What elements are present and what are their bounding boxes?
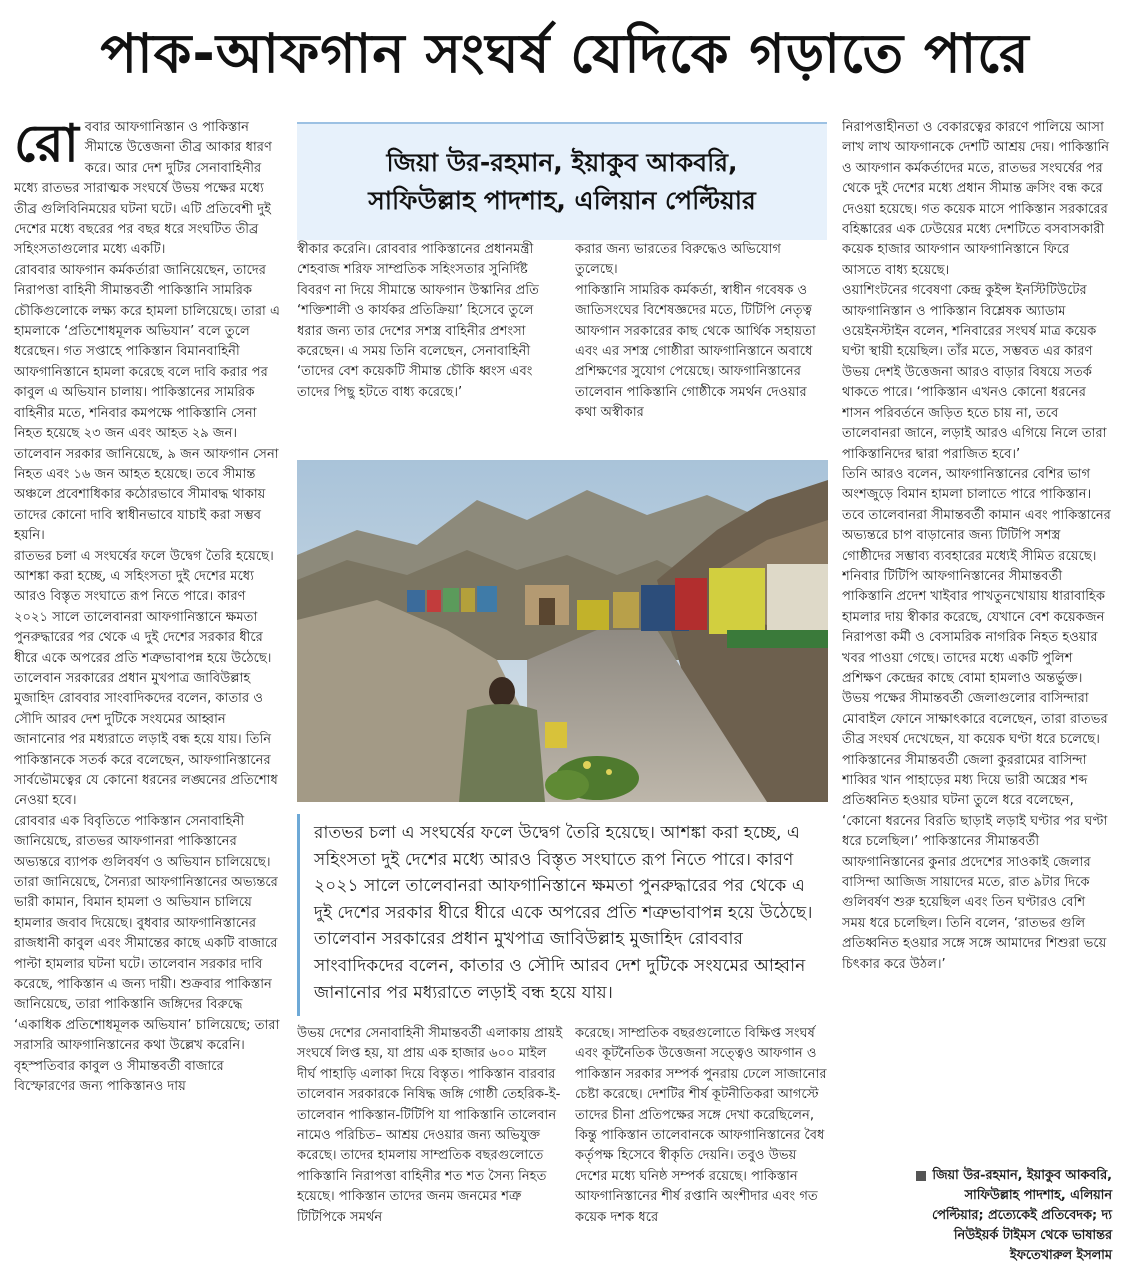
credit-line-2: সাফিউল্লাহ পাদশাহ, এলিয়ান <box>964 1188 1112 1203</box>
photo-illustration <box>297 460 828 802</box>
article-paragraph: করেছে। সাম্প্রতিক বছরগুলোতে বিক্ষিপ্ত সংঘর্ষ এবং কূটনৈতিক উত্তেজনা সত্ত্বেও আফগান ও পাকিস্তান সরকার সম্পর্ক পুনরায় ঢেলে সাজানোর চেষ্টা করেছে। দেশটির শীর্ষ কূটনীতিকরা আগস্টে তাদের চীনা প্রতিপক্ষের সঙ্গে দেখা করেছিলেন, কিন্তু পাকিস্তান তালেবানকে আফগানিস্তানের বৈধ কর্তৃপক্ষ হিসেবে স্বীকৃতি দেয়নি। তবুও উভয় দেশের মধ্যে ঘনিষ্ঠ সম্পর্ক রয়েছে। পাকিস্তান আফগানিস্তানের শীর্ষ রপ্তানি অংশীদার এবং গত কয়েক দশক ধরে <box>575 1026 827 1225</box>
article-column-3-top <box>575 240 827 450</box>
drop-cap: রো <box>14 118 79 174</box>
credit-line-4: নিউইয়র্ক টাইমস থেকে ভাষান্তর <box>953 1228 1112 1243</box>
article-column-1 <box>14 118 281 1270</box>
author-credit <box>850 1166 1112 1270</box>
article-column-4 <box>842 118 1112 1158</box>
article-column-2-bottom <box>297 1024 563 1264</box>
article-column-2-top <box>297 240 563 450</box>
credit-text: জিয়া উর-রহমান, ইয়াকুব আকবরি, <box>932 1168 1112 1183</box>
pull-quote <box>297 814 828 1016</box>
article-column-3-bottom <box>575 1024 827 1264</box>
article-paragraph: রোববার আফগান কর্মকর্তারা জানিয়েছেন, তাদের নিরাপত্তা বাহিনী সীমান্তবর্তী পাকিস্তানি সামরিক চৌকিগুলোকে লক্ষ্য করে হামলা চালিয়েছে। তারা এ হামলাকে ‘প্রতিশোধমূলক অভিযান’ বলে তুলে ধরেছেন। গত সপ্তাহে পাকিস্তান বিমানবাহিনী আফগানিস্তানে হামলা করেছে বলে দাবি করার পর কাবুল এ অভিযান চালায়। পাকিস্তানের সামরিক বাহিনীর মতে, শনিবার কমপক্ষে পাকিস্তানি সেনা নিহত হয়েছে ২৩ জন এবং আহত ২৯ জন। তালেবান সরকার জানিয়েছে, ৯ জন আফগান সেনা নিহত এবং ১৬ জন আহত হয়েছে। তবে সীমান্ত অঞ্চলে প্রবেশাধিকার কঠোরভাবে সীমাবদ্ধ থাকায় তাদের কোনো দাবি স্বাধীনভাবে যাচাই করা সম্ভব হয়নি। <box>14 262 280 544</box>
square-bullet-icon <box>916 1171 926 1181</box>
border-trucks-photo <box>297 460 828 802</box>
article-paragraph: নিরাপত্তাহীনতা ও বেকারত্বের কারণে পালিয়ে আসা লাখ লাখ আফগানকে দেশটি আশ্রয় দেয়। পাকিস্তানি ও আফগান কর্মকর্তাদের মতে, রাতভর সংঘর্ষের পর থেকে দুই দেশের মধ্যে প্রধান সীমান্ত ক্রসিং বন্ধ করে দেওয়া হয়েছে। গত কয়েক মাসে পাকিস্তান সরকারের বহিষ্কারের এক ঢেউয়ের মধ্যে দেশটিতে বসবাসকারী কয়েক হাজার আফগান আফগানিস্তানে ফিরে আসতে বাধ্য হয়েছে। <box>842 120 1110 278</box>
article-paragraph: স্বীকার করেনি। রোববার পাকিস্তানের প্রধানমন্ত্রী শেহবাজ শরিফ সাম্প্রতিক সহিংসতার সুনির্দিষ্ট বিবরণ না দিয়ে সীমান্তে আফগান উস্কানির প্রতি ‘শক্তিশালী ও কার্যকর প্রতিক্রিয়া’ হিসেবে তুলে ধরার জন্য তার দেশের সশস্ত্র বাহিনীর প্রশংসা করেছেন। এ সময় তিনি বলেছেন, সেনাবাহিনী ‘তাদের বেশ কয়েকটি সীমান্ত চৌকি ধ্বংস এবং তাদের পিছু হটতে বাধ্য করেছে।’ <box>297 242 539 400</box>
article-paragraph: ওয়াশিংটনের গবেষণা কেন্দ্র কুইন্স ইনস্টিটিউটের আফগানিস্তান ও পাকিস্তান বিশ্লেষক অ্যাডাম ওয়েইনস্টাইন বলেন, শনিবারের সংঘর্ষ মাত্র কয়েক ঘণ্টা স্থায়ী হয়েছিল। তাঁর মতে, সম্ভবত এর কারণ উভয় দেশই উত্তেজনা আরও বাড়ার বিষয়ে সতর্ক থাকতে পারে। ‘পাকিস্তান এখনও কোনো ধরনের শাসন পরিবর্তনে জড়িত হতে চায় না, তবে তালেবানরা জানে, লড়াই আরও এগিয়ে নিলে তারা পাকিস্তানিদের দ্বারা পরাজিত হবে।’ <box>842 283 1107 462</box>
article-paragraph: রাতভর চলা এ সংঘর্ষের ফলে উদ্বেগ তৈরি হয়েছে। আশঙ্কা করা হচ্ছে, এ সহিংসতা দুই দেশের মধ্যে আরও বিস্তৃত সংঘাতে রূপ নিতে পারে। কারণ ২০২১ সালে তালেবানরা আফগানিস্তানে ক্ষমতা পুনরুদ্ধারের পর থেকে এ দুই দেশের সরকার ধীরে ধীরে একে অপরের প্রতি শত্রুভাবাপন্ন হয়ে উঠেছে। তালেবান সরকারের প্রধান মুখপাত্র জাবিউল্লাহ মুজাহিদ রোববার সাংবাদিকদের বলেন, কাতার ও সৌদি আরব দেশ দুটিকে সংযমের আহ্বান জানানোর পর মধ্যরাতে লড়াই বন্ধ হয়ে যায়। তিনি পাকিস্তানকে সতর্ক করে বলেছেন, আফগানিস্তানের সার্বভৌমত্বের যে কোনো ধরনের লঙ্ঘনের প্রতিশোধ নেওয়া হবে। <box>14 548 278 809</box>
pull-quote-text: রাতভর চলা এ সংঘর্ষের ফলে উদ্বেগ তৈরি হয়েছে। আশঙ্কা করা হচ্ছে, এ সহিংসতা দুই দেশের মধ্যে আরও বিস্তৃত সংঘাতে রূপ নিতে পারে। কারণ ২০২১ সালে তালেবানরা আফগানিস্তানে ক্ষমতা পুনরুদ্ধারের পর থেকে এ দুই দেশের সরকার ধীরে ধীরে একে অপরের প্রতি শত্রুভাবাপন্ন হয়ে উঠেছে। তালেবান সরকারের প্রধান মুখপাত্র জাবিউল্লাহ মুজাহিদ রোববার সাংবাদিকদের বলেন, কাতার ও সৌদি আরব দেশ দুটিকে সংযমের আহ্বান জানানোর পর মধ্যরাতে লড়াই বন্ধ হয়ে যায়। <box>314 823 813 1003</box>
article-paragraph: উভয় দেশের সেনাবাহিনী সীমান্তবর্তী এলাকায় প্রায়ই সংঘর্ষে লিপ্ত হয়, যা প্রায় এক হাজার ৬০০ মাইল দীর্ঘ পাহাড়ি এলাকা দিয়ে বিস্তৃত। পাকিস্তান বারবার তালেবান সরকারকে নিষিদ্ধ জঙ্গি গোষ্ঠী তেহরিক-ই-তালেবান পাকিস্তান-টিটিপি যা পাকিস্তানি তালেবান নামেও পরিচিত– আশ্রয় দেওয়ার জন্য অভিযুক্ত করেছে। তাদের হামলায় সাম্প্রতিক বছরগুলোতে পাকিস্তানি নিরাপত্তা বাহিনীর শত শত সৈন্য নিহত হয়েছে। পাকিস্তান তাদের জনম জনমের শত্রু টিটিপিকে সমর্থন <box>297 1026 563 1225</box>
article-paragraph <box>14 118 281 261</box>
headline: পাক-আফগান সংঘর্ষ যেদিকে গড়াতে পারে <box>100 22 1030 85</box>
article-paragraph: উভয় পক্ষের সীমান্তবর্তী জেলাগুলোর বাসিন্দারা মোবাইল ফোনে সাক্ষাৎকারে বলেছেন, তারা রাতভর তীব্র সংঘর্ষ দেখেছেন, যা কয়েক ঘণ্টা ধরে চলেছে। পাকিস্তানের সীমান্তবর্তী জেলা কুররামের বাসিন্দা শাব্বির খান পাহাড়ের মধ্য দিয়ে ভারী অস্ত্রের শব্দ প্রতিধ্বনিত হওয়ার ঘটনা তুলে ধরে বলেছেন, ‘কোনো ধরনের বিরতি ছাড়াই লড়াই ঘণ্টার পর ঘণ্টা ধরে চলেছিল।’ পাকিস্তানের সীমান্তবর্তী আফগানিস্তানের কুনার প্রদেশের সাওকাই জেলার বাসিন্দা আজিজ সায়াদের মতে, রাত ৯টার দিকে গুলিবর্ষণ শুরু হয়েছিল এবং তিন ঘণ্টারও বেশি সময় ধরে চলেছিল। তিনি বলেন, ‘রাতভর গুলি প্রতিধ্বনিত হওয়ার সঙ্গে সঙ্গে আমাদের শিশুরা ভয়ে চিৎকার করে উঠল।’ <box>842 691 1108 972</box>
credit-line-1 <box>850 1166 1112 1186</box>
article-paragraph: করার জন্য ভারতের বিরুদ্ধেও অভিযোগ তুলেছে। <box>575 242 781 278</box>
byline-box <box>297 122 827 240</box>
byline-line-1: জিয়া উর-রহমান, ইয়াকুব আকবরি, <box>386 148 738 177</box>
paragraph-text: ববার আফগানিস্তান ও পাকিস্তান সীমান্তে উত্তেজনা তীব্র আকার ধারণ করে। আর দেশ দুটির সেনাবাহিনীর মধ্যে রাতভর সারাত্মক সংঘর্ষে উভয় পক্ষের মধ্যে তীব্র গুলিবিনিময়ের ঘটনা ঘটে। এটি প্রতিবেশী দুই দেশের মধ্যে বছরের পর বছর ধরে সংঘটিত তীব্র সহিংসতাগুলোর মধ্যে একটি। <box>14 120 272 258</box>
article-paragraph: পাকিস্তানি সামরিক কর্মকর্তা, স্বাধীন গবেষক ও জাতিসংঘের বিশেষজ্ঞদের মতে, টিটিপি নেতৃত্ব আফগান সরকারের কাছ থেকে আর্থিক সহায়তা এবং এর সশস্ত্র গোষ্ঠীরা আফগানিস্তানে অবাধে প্রশিক্ষণের সুযোগ পেয়েছে। আফগানিস্তানের তালেবান পাকিস্তানি গোষ্ঠীকে সমর্থন দেওয়ার কথা অস্বীকার <box>575 282 816 421</box>
article-paragraph: রোববার এক বিবৃতিতে পাকিস্তান সেনাবাহিনী জানিয়েছে, রাতভর আফগানরা পাকিস্তানের অভ্যন্তরে ব্যাপক গুলিবর্ষণ ও অভিযান চালিয়েছে। তারা জানিয়েছে, সৈন্যরা আফগানিস্তানের অভ্যন্তরে ভারী কামান, বিমান হামলা ও অভিযান চালিয়ে হামলার জবাব দিয়েছে। বুধবার আফগানিস্তানের রাজধানী কাবুল এবং সীমান্তের কাছে একটি বাজারে পাল্টা হামলার ঘটনা ঘটে। তালেবান সরকার দাবি করেছে, পাকিস্তান এ জন্য দায়ী। শুক্রবার পাকিস্তান জানিয়েছে, তারা পাকিস্তানি জঙ্গিদের বিরুদ্ধে ‘একাধিক প্রতিশোধমূলক অভিযান’ চালিয়েছে; তারা সরাসরি আফগানিস্তানের কথা উল্লেখ করেনি। বৃহস্পতিবার কাবুল ও সীমান্তবর্তী বাজারে বিস্ফোরণের জন্য পাকিস্তানও দায় <box>14 813 280 1095</box>
credit-line-5: ইফতেখারুল ইসলাম <box>1009 1248 1112 1263</box>
byline-line-2: সাফিউল্লাহ পাদশাহ, এলিয়ান পেল্টিয়ার <box>368 186 756 215</box>
credit-line-3: পেল্টিয়ার; প্রত্যেকেই প্রতিবেদক; দ্য <box>932 1208 1112 1223</box>
article-paragraph: তিনি আরও বলেন, আফগানিস্তানের বেশির ভাগ অংশজুড়ে বিমান হামলা চালাতে পারে পাকিস্তান। তবে তালেবানরা সীমান্তবর্তী কামান এবং পাকিস্তানের অভ্যন্তরে চাপ বাড়ানোর জন্য টিটিপি সশস্ত্র গোষ্ঠীদের সম্ভাব্য ব্যবহারের মধ্যেই সীমিত রয়েছে। শনিবার টিটিপি আফগানিস্তানের সীমান্তবর্তী পাকিস্তানি প্রদেশ খাইবার পাখতুনখোয়ায় ধারাবাহিক হামলার দায় স্বীকার করেছে, যেখানে বেশ কয়েকজন নিরাপত্তা কর্মী ও বেসামরিক নাগরিক নিহত হওয়ার খবর পাওয়া গেছে। তাদের মধ্যে একটি পুলিশ প্রশিক্ষণ কেন্দ্রের কাছে বোমা হামলাও অন্তর্ভুক্ত। <box>842 466 1111 686</box>
